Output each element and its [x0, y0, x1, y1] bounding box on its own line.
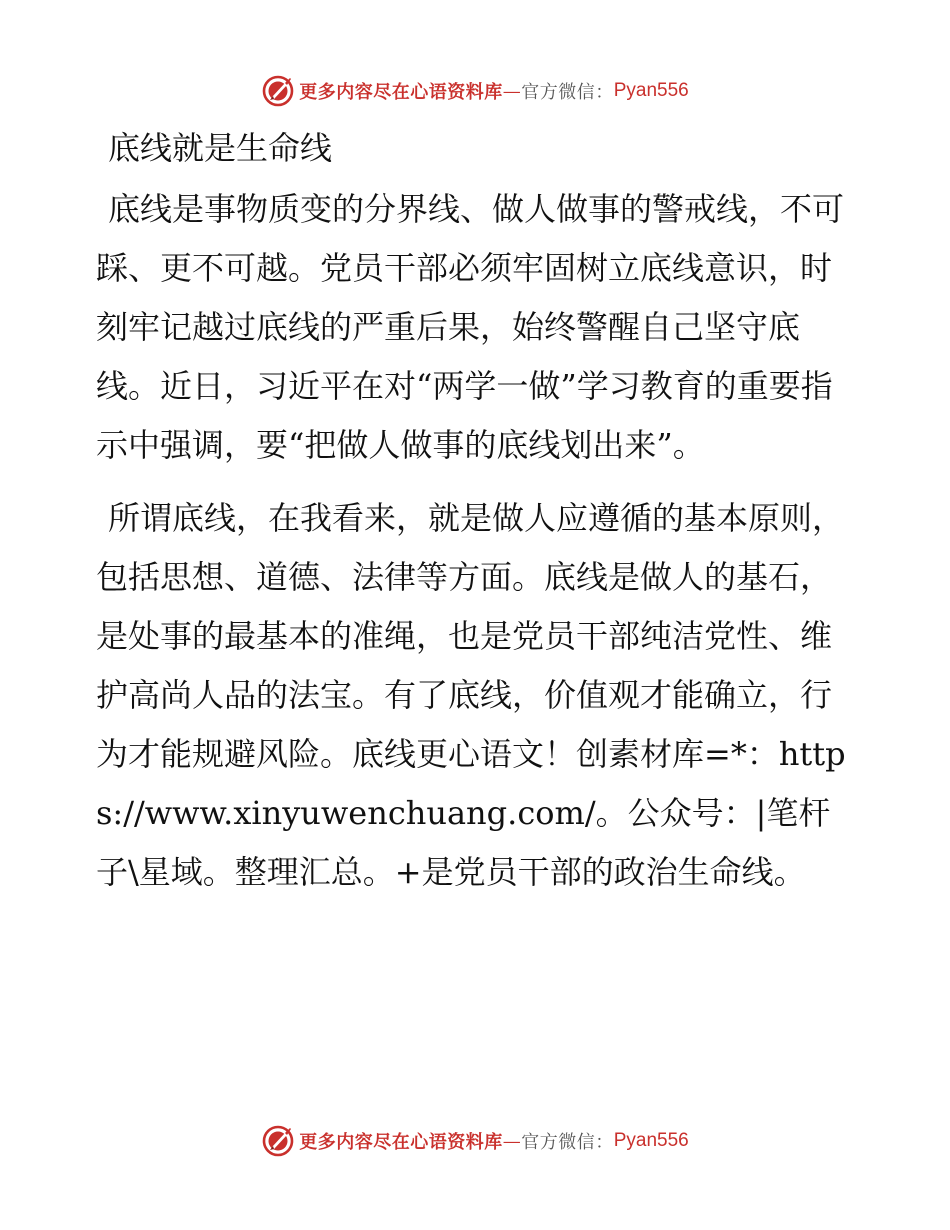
header-wechat-id: Pyan556 — [613, 80, 689, 101]
quill-seal-icon — [261, 74, 295, 108]
footer-banner — [0, 1121, 950, 1161]
footer-wechat-id: Pyan556 — [613, 1130, 689, 1151]
footer-dash: — — [502, 1130, 522, 1152]
header-dash: — — [502, 80, 522, 102]
quill-seal-icon — [261, 1124, 295, 1158]
document-title: 底线就是生命线 — [108, 129, 333, 167]
paragraph-1: 底线是事物质变的分界线、做人做事的警戒线，不可踩、更不可越。党员干部必须牢固树立底线意识，时刻牢记越过底线的严重后果，始终警醒自己坚守底线。近日，习近平在对“两学一做”学习教育的重要指示中强调，要“把做人做事的底线划出来”。 — [96, 190, 845, 464]
footer-wechat-label: 官方微信： — [521, 1132, 614, 1153]
paragraph-2: 所谓底线，在我看来，就是做人应遵循的基本原则，包括思想、道德、法律等方面。底线是做人的基石，是处事的最基本的准绳，也是党员干部纯洁党性、维护高尚人品的法宝。有了底线，价值观才能确立，行为才能规避风险。底线更心语文！创素材库=*：https://www.xinyuwenchuang.com/。公众号：|笔杆子\星域。整理汇总。+是党员干部的政治生命线。 — [96, 499, 846, 891]
header-promo-text: 更多内容尽在心语资料库 — [299, 82, 503, 103]
header-wechat-label: 官方微信： — [521, 82, 614, 103]
footer-promo-text: 更多内容尽在心语资料库 — [299, 1132, 503, 1153]
header-banner — [0, 71, 950, 111]
document-body — [96, 118, 856, 902]
